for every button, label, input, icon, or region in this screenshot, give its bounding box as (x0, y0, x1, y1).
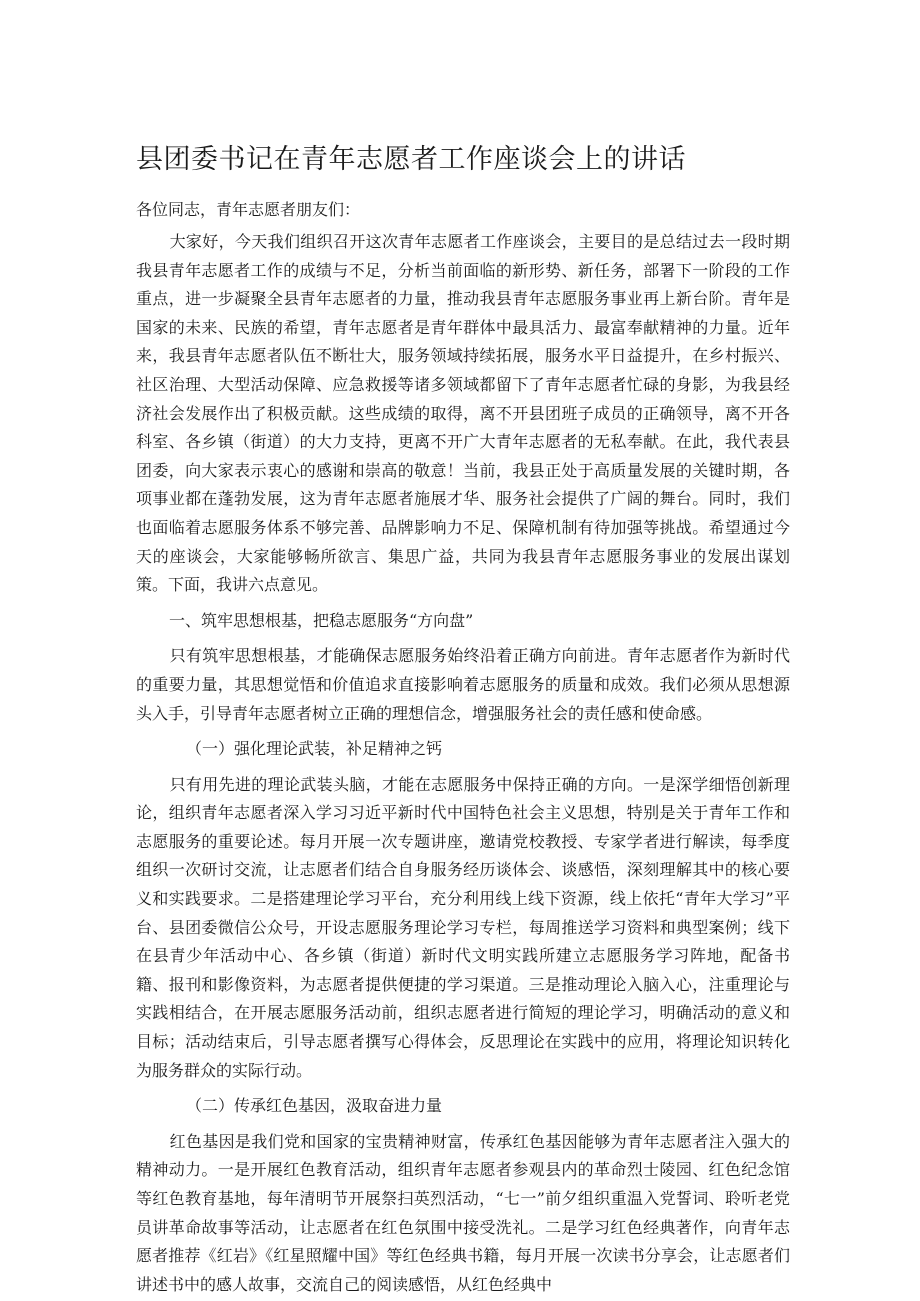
section-heading-1: 一、筑牢思想根基，把稳志愿服务“方向盘” (169, 610, 474, 630)
document-title: 县团委书记在青年志愿者工作座谈会上的讲话 (136, 144, 686, 175)
intro-paragraph: 大家好，今天我们组织召开这次青年志愿者工作座谈会，主要目的是总结过去一段时期我县青年志愿者工作的成绩与不足，分析当前面临的新形势、新任务，部署下一阶段的工作重点，进一步凝聚全县青年志愿者的力量，推动我县青年志愿服务事业再上新台阶。青年是国家的未来、民族的希望，青年志愿者是青年群体中最具活力、最富奉献精神的力量。近年来，我县青年志愿者队伍不断壮大，服务领域持续拓展，服务水平日益提升，在乡村振兴、社区治理、大型活动保障、应急救援等诸多领域都留下了青年志愿者忙碌的身影，为我县经济社会发展作出了积极贡献。这些成绩的取得，离不开县团班子成员的正确领导，离不开各科室、各乡镇（街道）的大力支持，更离不开广大青年志愿者的无私奉献。在此，我代表县团委，向大家表示衷心的感谢和崇高的敬意！当前，我县正处于高质量发展的关键时期，各项事业都在蓬勃发展，这为青年志愿者施展才华、服务社会提供了广阔的舞台。同时，我们也面临着志愿服务体系不够完善、品牌影响力不足、保障机制有待加强等挑战。希望通过今天的座谈会，大家能够畅所欲言、集思广益，共同为我县青年志愿服务事业的发展出谋划策。下面，我讲六点意见。 (136, 232, 790, 595)
subsection-2-paragraph: 红色基因是我们党和国家的宝贵精神财富，传承红色基因能够为青年志愿者注入强大的精神动力。一是开展红色教育活动，组织青年志愿者参观县内的革命烈士陵园、红色纪念馆等红色教育基地，每年清明节开展祭扫英烈活动，“七一”前夕组织重温入党誓词、聆听老党员讲革命故事等活动，让志愿者在红色氛围中接受洗礼。二是学习红色经典著作，向青年志愿者推荐《红岩》《红星照耀中国》等红色经典书籍，每月开展一次读书分享会，让志愿者们讲述书中的感人故事，交流自己的阅读感悟，从红色经典中 (136, 1131, 790, 1294)
subsection-heading-2: （二）传承红色基因，汲取奋进力量 (186, 1096, 443, 1116)
subsection-heading-1: （一）强化理论武装，补足精神之钙 (186, 739, 443, 759)
subsection-1-paragraph: 只有用先进的理论武装头脑，才能在志愿服务中保持正确的方向。一是深学细悟创新理论，组织青年志愿者深入学习习近平新时代中国特色社会主义思想，特别是关于青年工作和志愿服务的重要论述。每月开展一次专题讲座，邀请党校教授、专家学者进行解读，每季度组织一次研讨交流，让志愿者们结合自身服务经历谈体会、谈感悟，深刻理解其中的核心要义和实践要求。二是搭建理论学习平台，充分利用线上线下资源，线上依托“青年大学习”平台、县团委微信公众号，开设志愿服务理论学习专栏，每周推送学习资料和典型案例；线下在县青少年活动中心、各乡镇（街道）新时代文明实践所建立志愿服务学习阵地，配备书籍、报刊和影像资料，为志愿者提供便捷的学习渠道。三是推动理论入脑入心，注重理论与实践相结合，在开展志愿服务活动前，组织志愿者进行简短的理论学习，明确活动的意义和目标；活动结束后，引导志愿者撰写心得体会，反思理论在实践中的应用，将理论知识转化为服务群众的实际行动。 (136, 774, 790, 1080)
section-1-paragraph: 只有筑牢思想根基，才能确保志愿服务始终沿着正确方向前进。青年志愿者作为新时代的重要力量，其思想觉悟和价值追求直接影响着志愿服务的质量和成效。我们必须从思想源头入手，引导青年志愿者树立正确的理想信念，增强服务社会的责任感和使命感。 (136, 646, 790, 723)
salutation: 各位同志，青年志愿者朋友们： (136, 200, 361, 219)
document-body (136, 228, 790, 1299)
